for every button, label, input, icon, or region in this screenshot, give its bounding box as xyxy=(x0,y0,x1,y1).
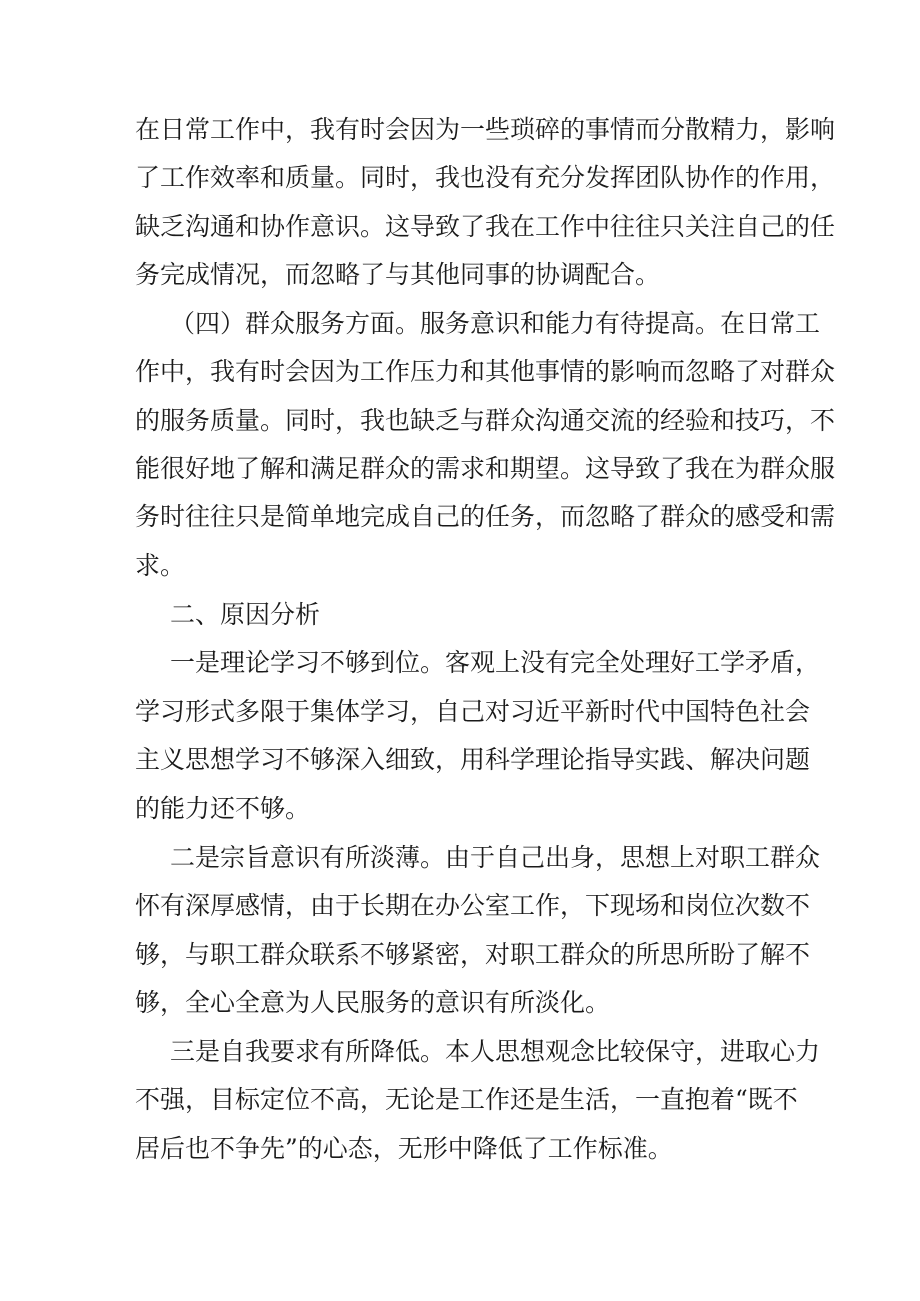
text-line: 学习形式多限于集体学习，自己对习近平新时代中国特色社会 xyxy=(135,697,811,726)
text-line: 二是宗旨意识有所淡薄。由于自己出身，思想上对职工群众 xyxy=(170,843,821,872)
text-line: 三是自我要求有所降低。本人思想观念比较保守，进取心力 xyxy=(170,1037,821,1066)
text-line: 务时往往只是简单地完成自己的任务，而忽略了群众的感受和需 xyxy=(135,502,836,531)
text-line: 居后也不争先”的心态，无形中降低了工作标准。 xyxy=(135,1134,673,1163)
text-line: 能很好地了解和满足群众的需求和期望。这导致了我在为群众服 xyxy=(135,454,836,483)
text-line: 够，与职工群众联系不够紧密，对职工群众的所思所盼了解不 xyxy=(135,940,811,969)
text-line: 主义思想学习不够深入细致，用科学理论指导实践、解决问题 xyxy=(135,745,811,774)
text-line: 求。 xyxy=(135,551,186,580)
text-line: 怀有深厚感情，由于长期在办公室工作，下现场和岗位次数不 xyxy=(135,891,811,920)
text-line: 缺乏沟通和协作意识。这导致了我在工作中往往只关注自己的任 xyxy=(135,212,836,241)
text-line: 的能力还不够。 xyxy=(135,794,311,823)
text-line: （四）群众服务方面。服务意识和能力有待提高。在日常工 xyxy=(170,309,821,338)
text-line: 的服务质量。同时，我也缺乏与群众沟通交流的经验和技巧，不 xyxy=(135,406,836,435)
text-line: 务完成情况，而忽略了与其他同事的协调配合。 xyxy=(135,260,661,289)
text-line: 一是理论学习不够到位。客观上没有完全处理好工学矛盾， xyxy=(170,648,821,677)
text-line: 了工作效率和质量。同时，我也没有充分发挥团队协作的作用， xyxy=(135,163,836,192)
text-line: 不强，目标定位不高，无论是工作还是生活，一直抱着“既不 xyxy=(135,1085,798,1114)
text-line: 够，全心全意为人民服务的意识有所淡化。 xyxy=(135,988,611,1017)
text-line: 在日常工作中，我有时会因为一些琐碎的事情而分散精力，影响 xyxy=(135,115,836,144)
text-line: 作中，我有时会因为工作压力和其他事情的影响而忽略了对群众 xyxy=(135,357,836,386)
section-heading: 二、原因分析 xyxy=(170,600,321,629)
